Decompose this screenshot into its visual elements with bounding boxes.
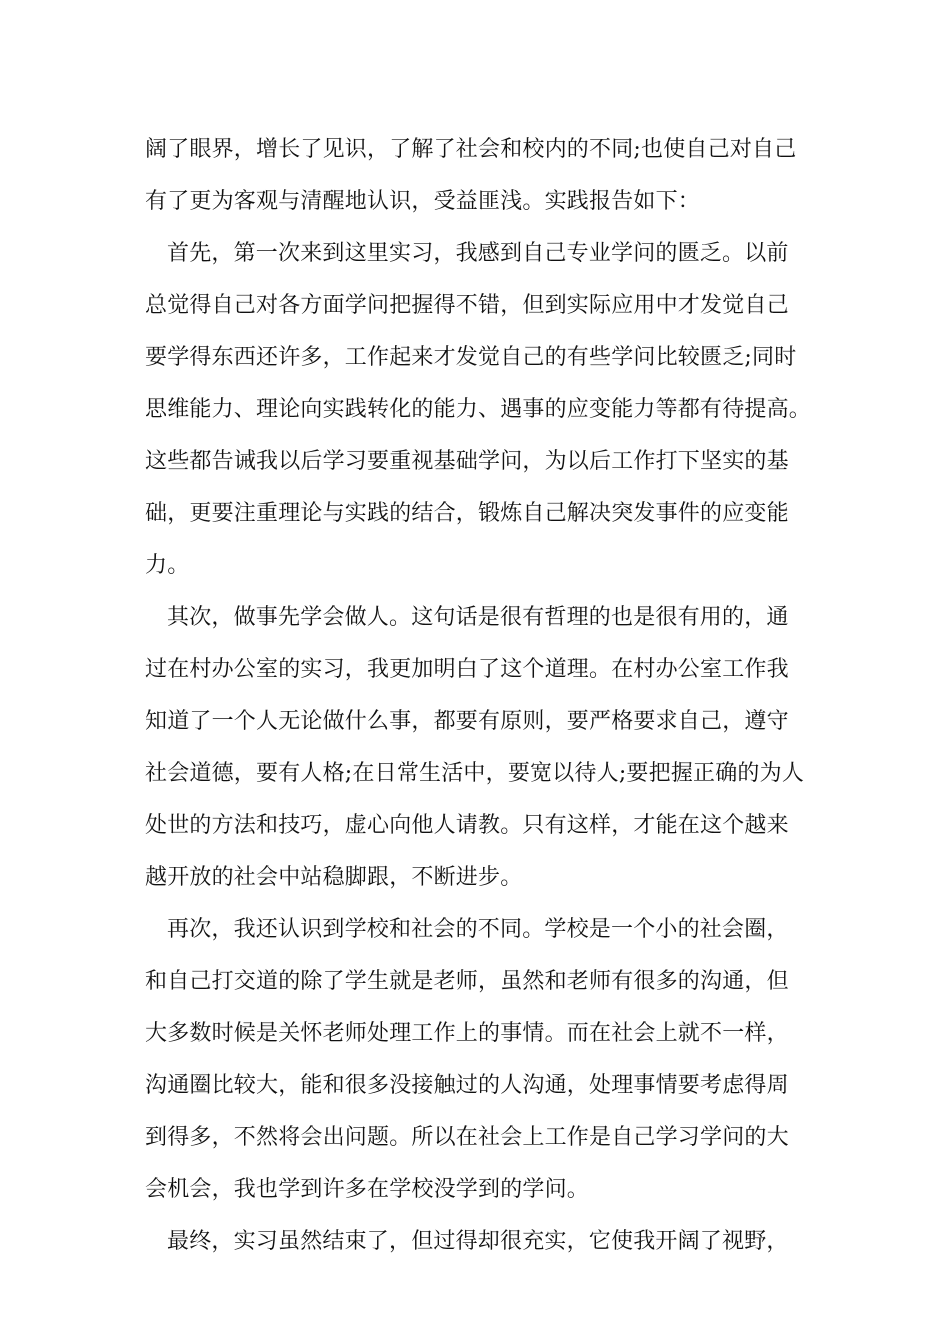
- text-line: 思维能力、理论向实践转化的能力、遇事的应变能力等都有待提高。: [145, 397, 812, 422]
- text-line: 要学得东西还许多，工作起来才发觉自己的有些学问比较匮乏;同时: [145, 345, 797, 370]
- text-line: 阔了眼界，增长了见识，了解了社会和校内的不同;也使自己对自己: [145, 137, 797, 162]
- text-line: 社会道德，要有人格;在日常生活中，要宽以待人;要把握正确的为人: [145, 761, 805, 786]
- text-line: 这些都告诫我以后学习要重视基础学问，为以后工作打下坚实的基: [145, 449, 789, 474]
- text-line: 到得多，不然将会出问题。所以在社会上工作是自己学习学问的大: [145, 1125, 789, 1150]
- text-line: 有了更为客观与清醒地认识，受益匪浅。实践报告如下：: [145, 189, 701, 214]
- text-line: 处世的方法和技巧，虚心向他人请教。只有这样，才能在这个越来: [145, 813, 789, 838]
- paragraph-first-line: 再次，我还认识到学校和社会的不同。学校是一个小的社会圈，: [167, 917, 789, 942]
- paragraph-first-line: 其次，做事先学会做人。这句话是很有哲理的也是很有用的，通: [167, 605, 789, 630]
- text-line: 总觉得自己对各方面学问把握得不错，但到实际应用中才发觉自己: [145, 293, 789, 318]
- text-line: 过在村办公室的实习，我更加明白了这个道理。在村办公室工作我: [145, 657, 789, 682]
- text-line: 大多数时候是关怀老师处理工作上的事情。而在社会上就不一样，: [145, 1021, 789, 1046]
- text-line: 力。: [145, 553, 190, 578]
- text-line: 础，更要注重理论与实践的结合，锻炼自己解决突发事件的应变能: [145, 501, 789, 526]
- text-line: 沟通圈比较大，能和很多没接触过的人沟通，处理事情要考虑得周: [145, 1073, 789, 1098]
- text-line: 会机会，我也学到许多在学校没学到的学问。: [145, 1177, 590, 1202]
- text-line: 知道了一个人无论做什么事，都要有原则，要严格要求自己，遵守: [145, 709, 789, 734]
- text-line: 越开放的社会中站稳脚跟，不断进步。: [145, 865, 523, 890]
- paragraph-first-line: 最终，实习虽然结束了，但过得却很充实，它使我开阔了视野，: [167, 1229, 789, 1254]
- paragraph-first-line: 首先，第一次来到这里实习，我感到自己专业学问的匮乏。以前: [167, 241, 789, 266]
- text-line: 和自己打交道的除了学生就是老师，虽然和老师有很多的沟通，但: [145, 969, 789, 994]
